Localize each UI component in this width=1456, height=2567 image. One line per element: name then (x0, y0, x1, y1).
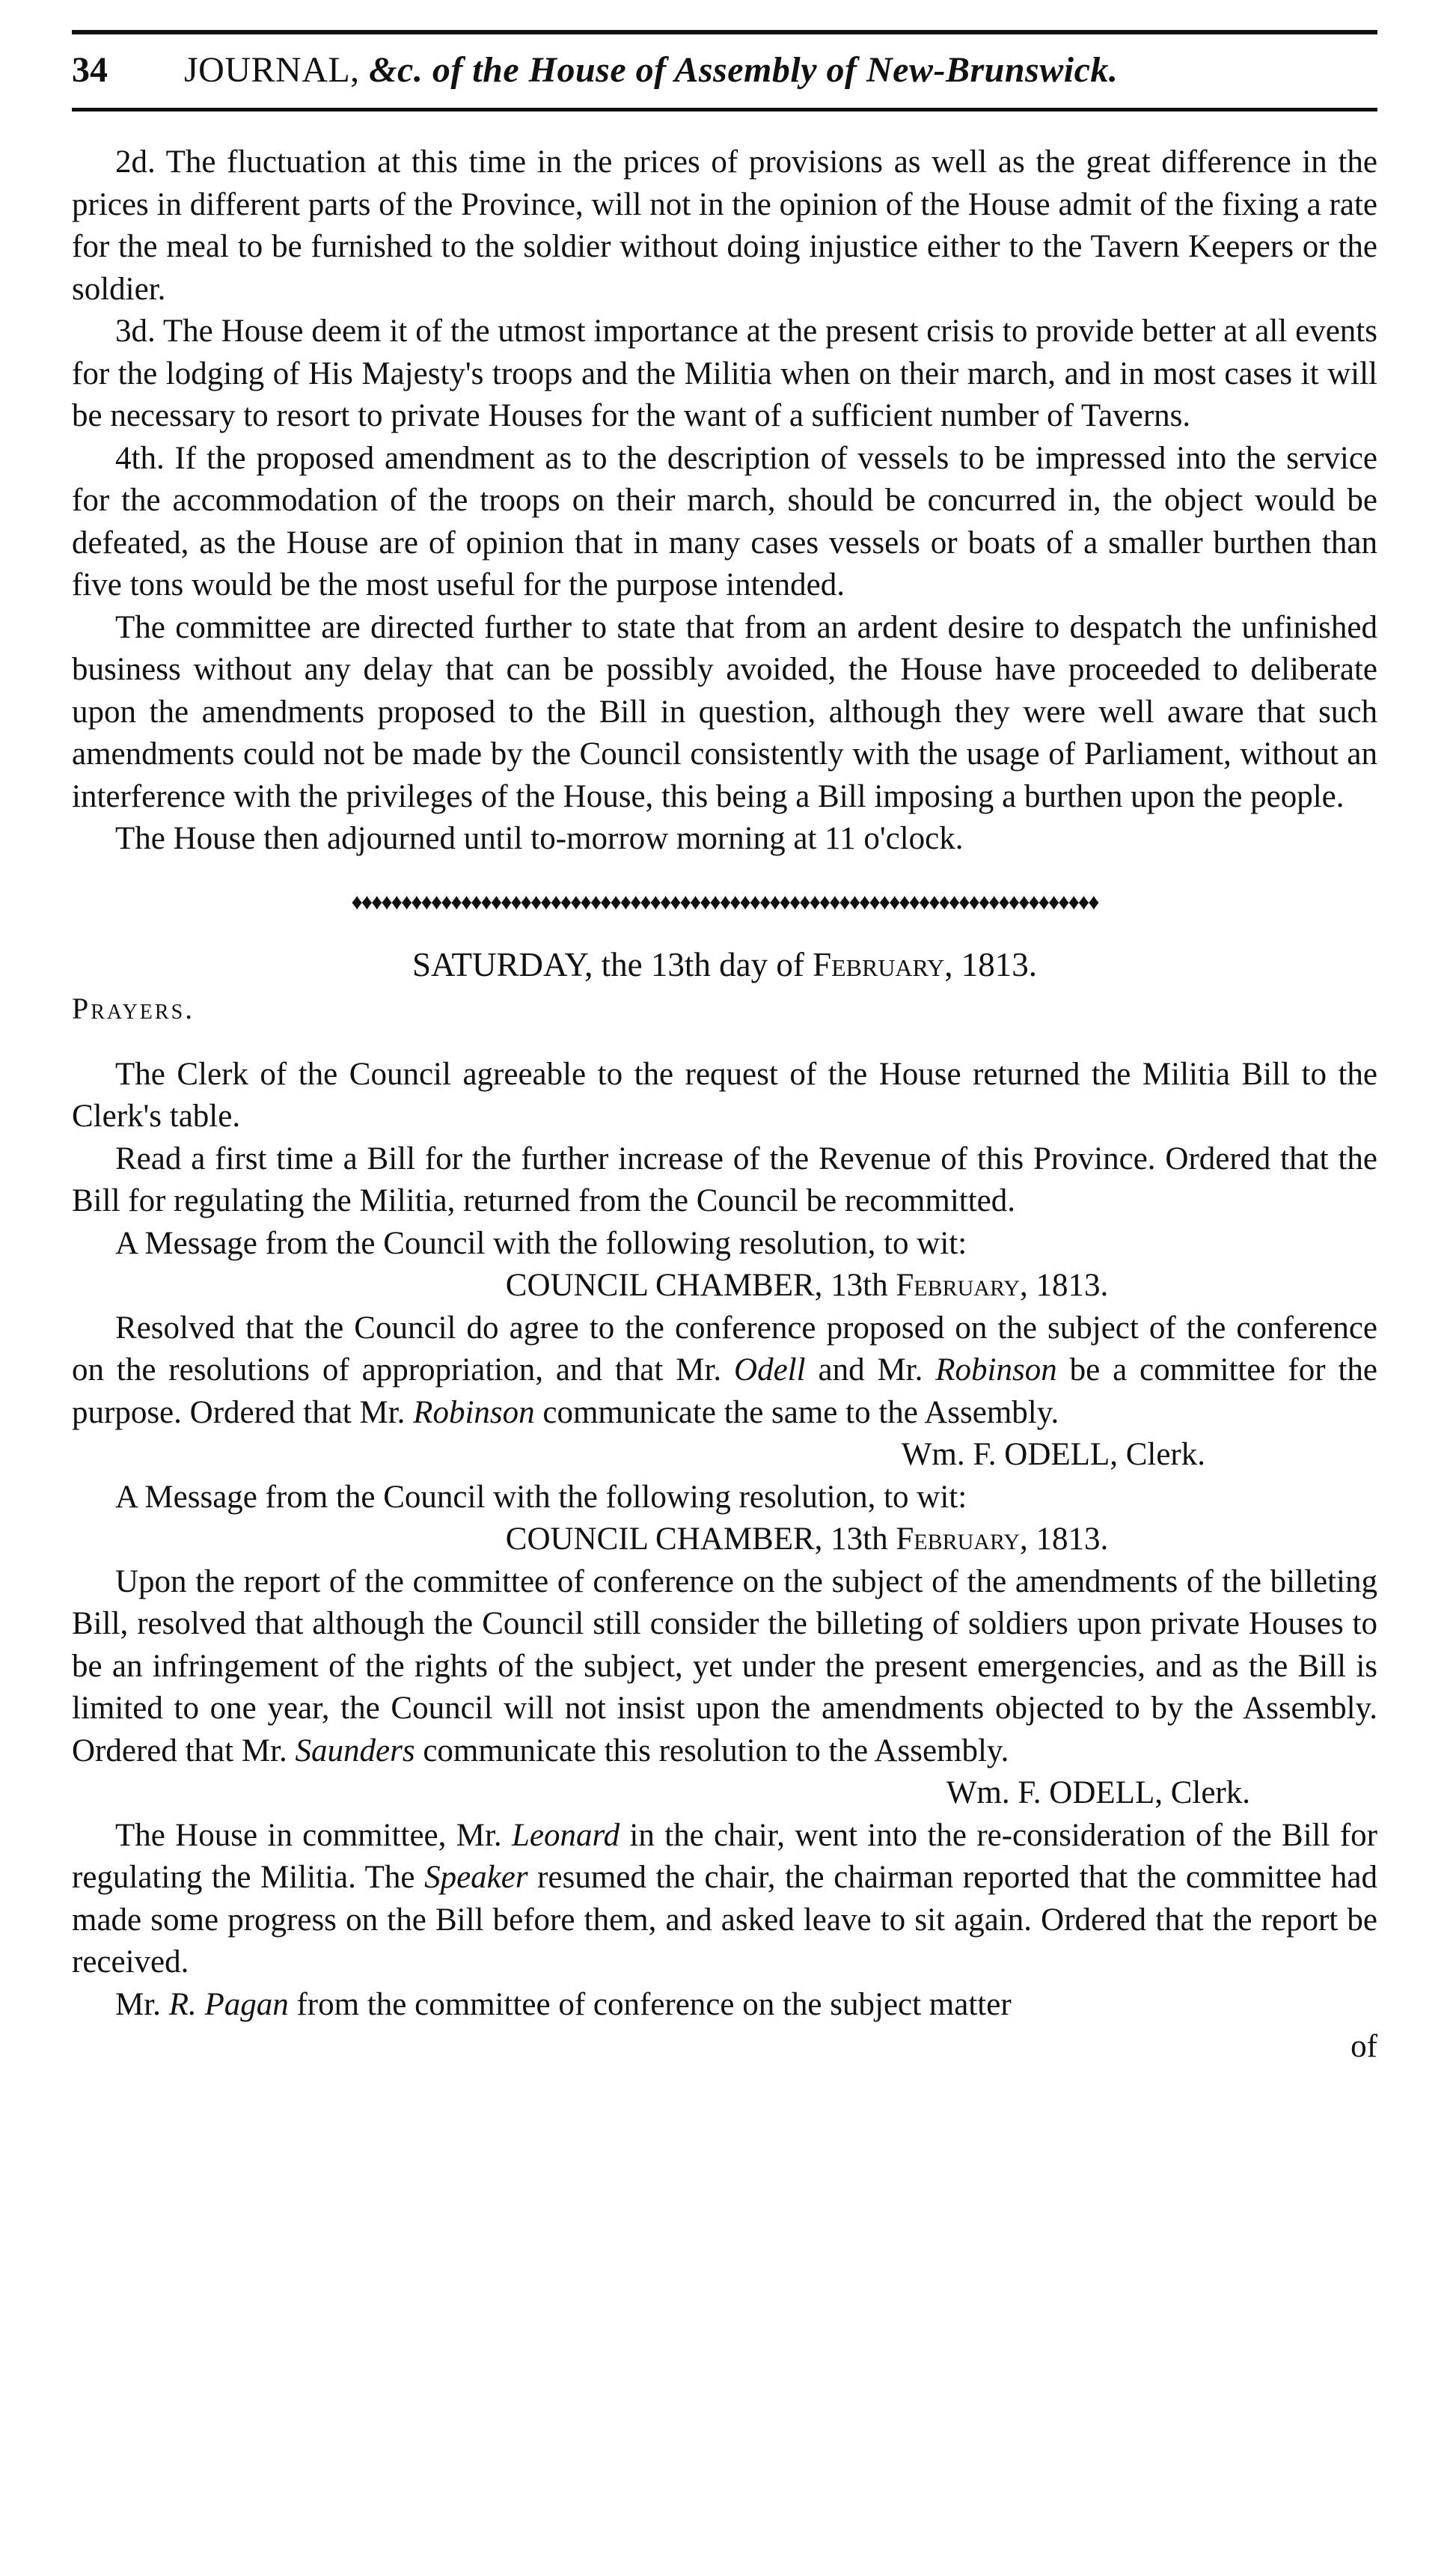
paragraph-adjourned: The House then adjourned until to-morrow morning at 11 o'clock. (115, 821, 964, 856)
paragraph-message-1: A Message from the Council with the following resolution, to wit: (115, 1225, 967, 1261)
header-top-rule (72, 30, 1377, 34)
committee-text-2: in the chair, went into the re-consideration of the Bill for regulating the Militia. The (72, 1817, 1378, 1895)
council-chamber-heading-2 (72, 1518, 1377, 1561)
resolved-1-text-4: communicate the same to the Assembly. (534, 1394, 1059, 1430)
resolved-2-text-2: communicate this resolution to the Assembly. (415, 1733, 1009, 1768)
signoff-clerk-1: Wm. F. ODELL, Clerk. (901, 1437, 1205, 1472)
header-bottom-rule (72, 108, 1377, 112)
committee-name-leonard: Leonard (511, 1817, 620, 1853)
journal-page (72, 30, 1377, 2069)
chamber-2-suffix: , 1813. (1019, 1521, 1109, 1557)
committee-name-speaker: Speaker (424, 1860, 528, 1895)
resolved-1-name-2: Robinson (935, 1352, 1057, 1388)
paragraph-house-in-committee (72, 1815, 1377, 1984)
resolved-1-text-1: Resolved that the Council do agree to the conference proposed on the subject of the conference on the resolutions of appropriation, and that Mr. (72, 1310, 1377, 1388)
paragraph-2d: 2d. The fluctuation at this time in the prices of provisions as well as the great difference in the prices in different parts of the Province, will not in the opinion of the House admit of the fixing a rate for the meal to be furnished to the soldier without doing injustice either to the Tavern Keepers or the soldier. (72, 144, 1377, 307)
paragraph-4th: 4th. If the proposed amendment as to the description of vessels to be impressed into the service for the accommodation of the troops on their march, should be concurred in, the object would be defeated, as the House are of opinion that in many cases vessels or boats of a smaller burthen than five tons would be the most useful for the purpose intended. (72, 440, 1377, 602)
running-header (72, 48, 1377, 100)
day-heading-month: February (813, 945, 945, 983)
prayers-heading: Prayers. (72, 991, 195, 1025)
resolved-2-text-1: Upon the report of the committee of conference on the subject of the amendments of the billeting Bill, resolved that although the Council still consider the billeting of soldiers upon private Houses to be an infringement of the rights of the subject, yet under the present emergencies, and as the Bill is limited to one year, the Council will not insist upon the amendments objected to by the Assembly. Ordered that Mr. (72, 1563, 1377, 1768)
day-heading-suffix: , 1813. (944, 945, 1037, 983)
last-text-1: Mr. (115, 1986, 169, 2022)
council-chamber-heading-1 (72, 1265, 1377, 1307)
chamber-1-month: February (896, 1268, 1020, 1303)
resolved-1-text-2: and Mr. (805, 1352, 936, 1388)
last-text-2: from the committee of conference on the subject matter (288, 1986, 1012, 2022)
running-title-rest: &c. of the House of Assembly of New-Brunswick. (369, 50, 1119, 90)
last-name-pagan: R. Pagan (168, 1986, 289, 2022)
resolved-2-name-1: Saunders (295, 1733, 415, 1768)
resolved-1-text-3: be a committee for the purpose. Ordered that Mr. (72, 1352, 1377, 1430)
paragraph-message-2: A Message from the Council with the following resolution, to wit: (115, 1479, 967, 1515)
chamber-1-suffix: , 1813. (1019, 1268, 1109, 1303)
committee-text-3: resumed the chair, the chairman reported that the committee had made some progress on the Bill before them, and asked leave to sit again. Ordered that the report be received. (72, 1860, 1377, 1980)
paragraph-clerk-returned: The Clerk of the Council agreeable to the request of the House returned the Militia Bill to the Clerk's table. (72, 1056, 1377, 1134)
resolved-1-name-1: Odell (734, 1352, 806, 1388)
day-heading-prefix: SATURDAY, the 13th day of (412, 945, 813, 983)
catchword: of (1351, 2029, 1377, 2064)
paragraph-read-first-time: Read a first time a Bill for the further increase of the Revenue of this Province. Ordered that the Bill for regulating the Militia, returned from the Council be recommitted. (72, 1141, 1377, 1218)
paragraph-mr-pagan (72, 1984, 1377, 2027)
chamber-2-month: February (896, 1521, 1020, 1557)
running-title-journal: JOURNAL, (184, 50, 360, 90)
paragraph-committee-directed: The committee are directed further to state that from an ardent desire to despatch the unfinished business without any delay that can be possibly avoided, the House have proceeded to deliberate upon the amendments proposed to the Bill in question, although they were well aware that such amendments could not be made by the Council consistently with the usage of Parliament, without an interference with the privileges of the House, this being a Bill imposing a burthen upon the people. (72, 609, 1377, 814)
resolved-1-name-3: Robinson (413, 1394, 535, 1430)
section-ornament-divider: ♦♦♦♦♦♦♦♦♦♦♦♦♦♦♦♦♦♦♦♦♦♦♦♦♦♦♦♦♦♦♦♦♦♦♦♦♦♦♦♦♦♦♦♦♦♦♦♦♦♦♦♦♦♦♦♦♦♦♦♦♦♦♦♦♦♦♦♦♦♦♦♦♦♦♦ (351, 889, 1098, 915)
day-heading (72, 943, 1377, 986)
running-title (184, 48, 1377, 93)
chamber-1-prefix: COUNCIL CHAMBER, 13th (505, 1268, 896, 1303)
page-number: 34 (72, 50, 108, 90)
committee-text-1: The House in committee, Mr. (115, 1817, 512, 1853)
signoff-clerk-2: Wm. F. ODELL, Clerk. (946, 1775, 1250, 1810)
paragraph-resolved-2 (72, 1561, 1377, 1773)
paragraph-3d: 3d. The House deem it of the utmost importance at the present crisis to provide better at all events for the lodging of His Majesty's troops and the Militia when on their march, and in most cases it will be necessary to resort to private Houses for the want of a sufficient number of Taverns. (72, 314, 1377, 433)
chamber-2-prefix: COUNCIL CHAMBER, 13th (505, 1521, 896, 1557)
paragraph-resolved-1 (72, 1307, 1377, 1435)
